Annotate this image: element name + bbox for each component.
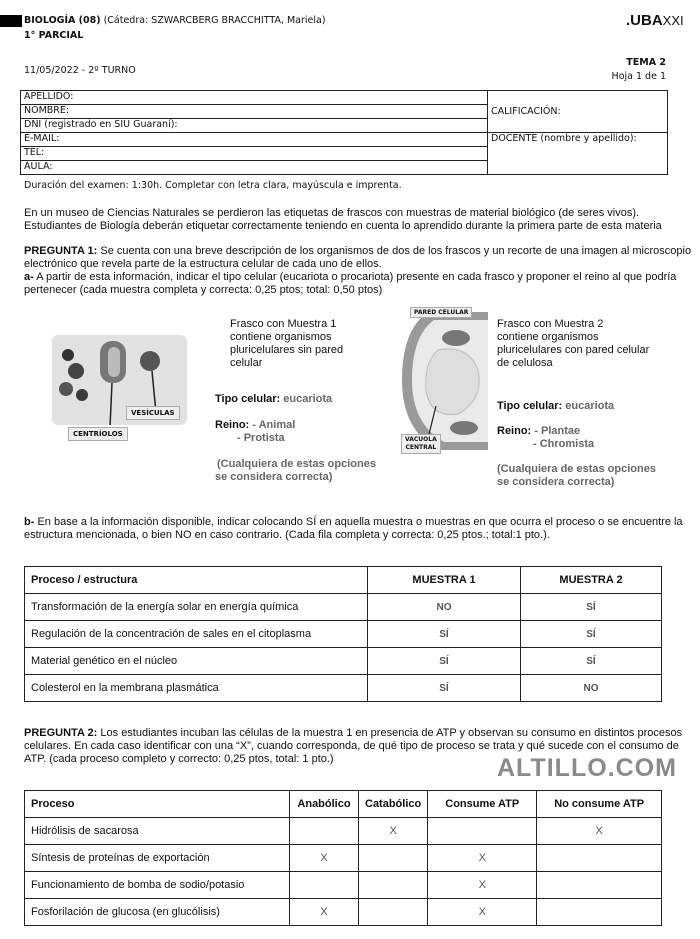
table-cell: X xyxy=(290,845,359,872)
sample2-tipo-label: Tipo celular: xyxy=(497,400,563,412)
sample1-reino-2: - Protista xyxy=(237,432,285,444)
table-cell: X xyxy=(428,845,537,872)
table-row xyxy=(25,621,662,648)
table-cell: SÍ xyxy=(521,594,662,621)
table-cell: SÍ xyxy=(368,648,521,675)
sample1-note-1: (Cualquiera de estas opciones xyxy=(217,458,376,470)
table-cell: SÍ xyxy=(368,675,521,702)
table-header: Consume ATP xyxy=(428,791,537,818)
table-cell xyxy=(359,872,428,899)
table-cell xyxy=(359,899,428,926)
table-cell: SÍ xyxy=(521,621,662,648)
page-count: Hoja 1 de 1 xyxy=(611,71,666,82)
field-tel[interactable]: TEL: xyxy=(21,147,488,161)
sample1-desc-line: contiene organismos xyxy=(230,331,332,343)
sample1-tipo-value: eucariota xyxy=(280,393,333,405)
table-header: Anabólico xyxy=(290,791,359,818)
table-header: MUESTRA 1 xyxy=(368,567,521,594)
course-title: BIOLOGÍA (08) xyxy=(24,15,101,26)
sample1-desc-line: pluricelulares sin pared xyxy=(230,344,344,356)
q1b-table xyxy=(24,566,662,702)
student-info-form xyxy=(20,90,668,175)
field-nombre[interactable]: NOMBRE: xyxy=(21,105,488,119)
table-cell xyxy=(359,845,428,872)
table-header-row xyxy=(25,567,662,594)
q1a-label: a- xyxy=(24,271,34,283)
table-cell: X xyxy=(428,899,537,926)
q2-text-1: Los estudiantes incuban las células de la muestra 1 en presencia de ATP y observan su consumo en distintos procesos xyxy=(97,727,683,739)
table-cell: X xyxy=(359,818,428,845)
sample1-description xyxy=(230,318,343,370)
field-docente[interactable]: DOCENTE (nombre y apellido): xyxy=(488,133,668,175)
course-chair: (Cátedra: SZWARCBERG BRACCHITTA, Mariela) xyxy=(103,15,326,26)
sample2-tipo xyxy=(497,400,614,412)
q2-title: PREGUNTA 2: xyxy=(24,727,98,739)
q1a-line-2: pertenecer (cada muestra completa y correcta: 0,25 ptos; total: 0,50 ptos) xyxy=(24,284,383,296)
label-pared-celular: PARED CELULAR xyxy=(410,307,472,318)
sample2-reino-label: Reino: xyxy=(497,425,532,437)
sample2-tipo-value: eucariota xyxy=(562,400,615,412)
q1b-text-1: En base a la información disponible, indicar colocando SÍ en aquella muestra o muestras en que ocurra el proceso o se encuentre la xyxy=(34,516,683,528)
table-cell: Hidrólisis de sacarosa xyxy=(25,818,290,845)
exam-duration: Duración del examen: 1:30h. Completar con letra clara, mayúscula e imprenta. xyxy=(24,180,402,191)
table-cell: SÍ xyxy=(521,648,662,675)
table-header: MUESTRA 2 xyxy=(521,567,662,594)
sample1-desc-line: celular xyxy=(230,357,263,369)
table-cell xyxy=(290,872,359,899)
table-cell: Transformación de la energía solar en energía química xyxy=(25,594,368,621)
sample2-reino xyxy=(497,425,580,437)
q2-table xyxy=(24,790,662,926)
q2-line-2: celulares. En cada caso identificar con una “X”, cuando corresponda, de qué tipo de proceso se trata y qué sucede con el consumo de xyxy=(24,740,679,752)
q1b-label: b- xyxy=(24,516,35,528)
table-cell: NO xyxy=(368,594,521,621)
label-vesiculas: VESÍCULAS xyxy=(126,406,180,420)
q1a-line-1 xyxy=(24,271,676,283)
table-cell: X xyxy=(537,818,662,845)
field-calificacion[interactable]: CALIFICACIÓN: xyxy=(488,91,668,133)
table-header: Catabólico xyxy=(359,791,428,818)
q1b-line-1 xyxy=(24,516,683,528)
sample1-reino xyxy=(215,419,295,431)
sample2-description xyxy=(497,318,649,370)
table-cell: Material genético en el núcleo xyxy=(25,648,368,675)
sample2-reino-1: - Plantae xyxy=(531,425,581,437)
label-vacuola: VACUOLA xyxy=(405,436,437,443)
table-row xyxy=(25,845,662,872)
altillo-watermark: ALTILLO.COM xyxy=(497,754,677,782)
q1-line-2: electrónico que revela parte de la estructura celular de cada uno de ellos. xyxy=(24,258,382,270)
redacted-block xyxy=(0,15,22,27)
sample1-note-2: se considera correcta) xyxy=(215,471,333,483)
table-row xyxy=(25,675,662,702)
field-dni[interactable]: DNI (registrado en SIU Guaraní): xyxy=(21,119,488,133)
table-header: Proceso / estructura xyxy=(25,567,368,594)
table-row xyxy=(25,899,662,926)
uba-logo-xxi: XXI xyxy=(662,13,684,28)
field-aula[interactable]: AULA: xyxy=(21,161,488,175)
exam-title: 1° PARCIAL xyxy=(24,30,84,41)
label-centriolos: CENTRÍOLOS xyxy=(68,427,128,441)
table-cell xyxy=(537,899,662,926)
label-vacuola-central xyxy=(401,434,441,454)
exam-date: 11/05/2022 - 2º TURNO xyxy=(24,65,136,76)
table-row xyxy=(25,818,662,845)
table-cell: X xyxy=(428,872,537,899)
sample1-reino-1: - Animal xyxy=(249,419,296,431)
sample1-tipo xyxy=(215,393,332,405)
table-cell: X xyxy=(290,899,359,926)
q1b-line-2: estructura mencionada, o bien NO en caso contrario. (Cada fila completa y correcta: 0,25 ptos.; total:1 pto.). xyxy=(24,529,550,541)
uba-logo-text: .UBA xyxy=(626,12,663,29)
sample1-desc-line: Frasco con Muestra 1 xyxy=(230,318,337,330)
table-cell xyxy=(537,845,662,872)
q1-text-1: Se cuenta con una breve descripción de los organismos de dos de los frascos y un recorte de una imagen al microscopio xyxy=(97,245,692,257)
sample2-desc-line: Frasco con Muestra 2 xyxy=(497,318,604,330)
table-row xyxy=(25,648,662,675)
q1-title: PREGUNTA 1: xyxy=(24,245,98,257)
sample1-reino-label: Reino: xyxy=(215,419,250,431)
table-header: Proceso xyxy=(25,791,290,818)
sample2-micrograph xyxy=(398,310,488,450)
course-line xyxy=(24,15,326,26)
table-cell: Síntesis de proteínas de exportación xyxy=(25,845,290,872)
table-header-row xyxy=(25,791,662,818)
sample2-note-1: (Cualquiera de estas opciones xyxy=(497,463,656,475)
table-cell: Fosforilación de glucosa (en glucólisis) xyxy=(25,899,290,926)
label-central: CENTRAL xyxy=(405,444,437,451)
uba-logo xyxy=(626,12,684,29)
field-apellido[interactable]: APELLIDO: xyxy=(21,91,488,105)
sample2-reino-2: - Chromista xyxy=(533,438,595,450)
sample2-desc-line: contiene organismos xyxy=(497,331,599,343)
table-header: No consume ATP xyxy=(537,791,662,818)
q2-line-1 xyxy=(24,727,682,739)
intro-line-1: En un museo de Ciencias Naturales se perdieron las etiquetas de frascos con muestras de material biológico (de seres vivos). xyxy=(24,207,640,219)
table-row xyxy=(25,594,662,621)
table-cell: NO xyxy=(521,675,662,702)
q1a-text-1: A partir de esta información, indicar el tipo celular (eucariota o procariota) presente en cada frasco y proponer el reino al que podría xyxy=(33,271,677,283)
intro-line-2: Estudiantes de Biología deberán etiquetar correctamente teniendo en cuenta lo aprendido durante la primera parte de esta materia xyxy=(24,220,662,232)
field-email[interactable]: E-MAIL: xyxy=(21,133,488,147)
table-cell xyxy=(290,818,359,845)
sample2-note-2: se considera correcta) xyxy=(497,476,615,488)
table-row xyxy=(25,872,662,899)
table-cell: Funcionamiento de bomba de sodio/potasio xyxy=(25,872,290,899)
table-cell xyxy=(537,872,662,899)
sample2-desc-line: pluricelulares con pared celular xyxy=(497,344,650,356)
q2-line-3: ATP. (cada proceso completo y correcto: 0,25 ptos, total: 1 pto.) xyxy=(24,753,334,765)
q1-line-1 xyxy=(24,245,691,257)
table-cell: Colesterol en la membrana plasmática xyxy=(25,675,368,702)
sample1-tipo-label: Tipo celular: xyxy=(215,393,281,405)
tema-label: TEMA 2 xyxy=(626,57,666,68)
table-cell xyxy=(428,818,537,845)
sample2-desc-line: de celulosa xyxy=(497,357,553,369)
table-cell: Regulación de la concentración de sales en el citoplasma xyxy=(25,621,368,648)
table-cell: SÍ xyxy=(368,621,521,648)
